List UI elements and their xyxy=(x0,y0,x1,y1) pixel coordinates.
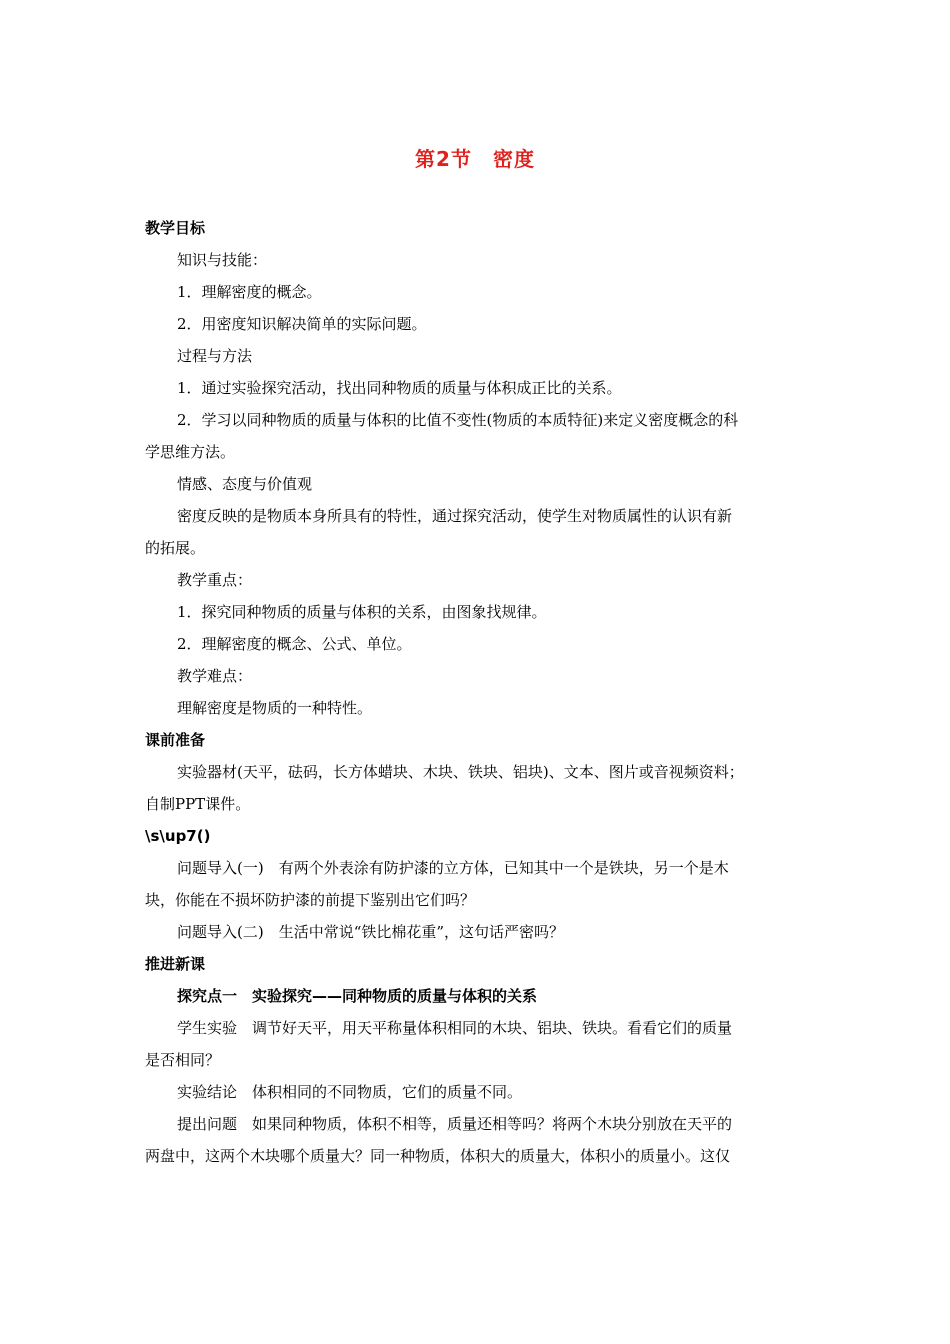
paragraph-line: 2．理解密度的概念、公式、单位。 xyxy=(177,635,412,653)
section-heading: 课前准备 xyxy=(145,731,206,749)
paragraph-line: 知识与技能： xyxy=(177,251,268,269)
paragraph-line: 问题导入(二) 生活中常说“铁比棉花重”，这句话严密吗？ xyxy=(177,923,565,941)
paragraph-line: 1．理解密度的概念。 xyxy=(177,283,322,301)
section-heading: \s\up7() xyxy=(145,827,211,845)
paragraph-line: 1．通过实验探究活动，找出同种物质的质量与体积成正比的关系。 xyxy=(177,379,622,397)
paragraph-line: 情感、态度与价值观 xyxy=(177,475,313,493)
paragraph-line: 1．探究同种物质的质量与体积的关系，由图象找规律。 xyxy=(177,603,547,621)
paragraph-line: 过程与方法 xyxy=(177,347,253,365)
paragraph-line: 实验器材(天平，砝码，长方体蜡块、木块、铁块、铝块)、文本、图片或音视频资料； xyxy=(177,763,744,781)
paragraph-line: 实验结论 体积相同的不同物质，它们的质量不同。 xyxy=(177,1083,523,1101)
paragraph-line: 学生实验 调节好天平，用天平称量体积相同的木块、铝块、铁块。看看它们的质量 xyxy=(177,1019,733,1037)
section-heading: 探究点一 实验探究——同种物质的质量与体积的关系 xyxy=(177,987,538,1005)
section-heading: 教学目标 xyxy=(145,219,206,237)
section-heading: 推进新课 xyxy=(145,955,206,973)
paragraph-line: 理解密度是物质的一种特性。 xyxy=(177,699,373,717)
paragraph-line: 提出问题 如果同种物质，体积不相等，质量还相等吗？将两个木块分别放在天平的 xyxy=(177,1115,733,1133)
paragraph-line: 教学难点： xyxy=(177,667,253,685)
paragraph-line: 问题导入(一) 有两个外表涂有防护漆的立方体，已知其中一个是铁块，另一个是木 xyxy=(177,859,729,877)
paragraph-line: 是否相同？ xyxy=(145,1051,221,1069)
paragraph-line: 的拓展。 xyxy=(145,539,206,557)
paragraph-line: 学思维方法。 xyxy=(145,443,236,461)
page-title: 第2节 密度 xyxy=(415,147,535,171)
paragraph-line: 教学重点： xyxy=(177,571,253,589)
paragraph-line: 两盘中，这两个木块哪个质量大？同一种物质，体积大的质量大，体积小的质量小。这仅 xyxy=(145,1147,731,1165)
paragraph-line: 密度反映的是物质本身所具有的特性，通过探究活动，使学生对物质属性的认识有新 xyxy=(177,507,733,525)
paragraph-line: 2．用密度知识解决简单的实际问题。 xyxy=(177,315,427,333)
paragraph-line: 块，你能在不损坏防护漆的前提下鉴别出它们吗？ xyxy=(145,891,476,909)
paragraph-line: 自制PPT课件。 xyxy=(145,795,251,813)
paragraph-line: 2．学习以同种物质的质量与体积的比值不变性(物质的本质特征)来定义密度概念的科 xyxy=(177,411,739,429)
